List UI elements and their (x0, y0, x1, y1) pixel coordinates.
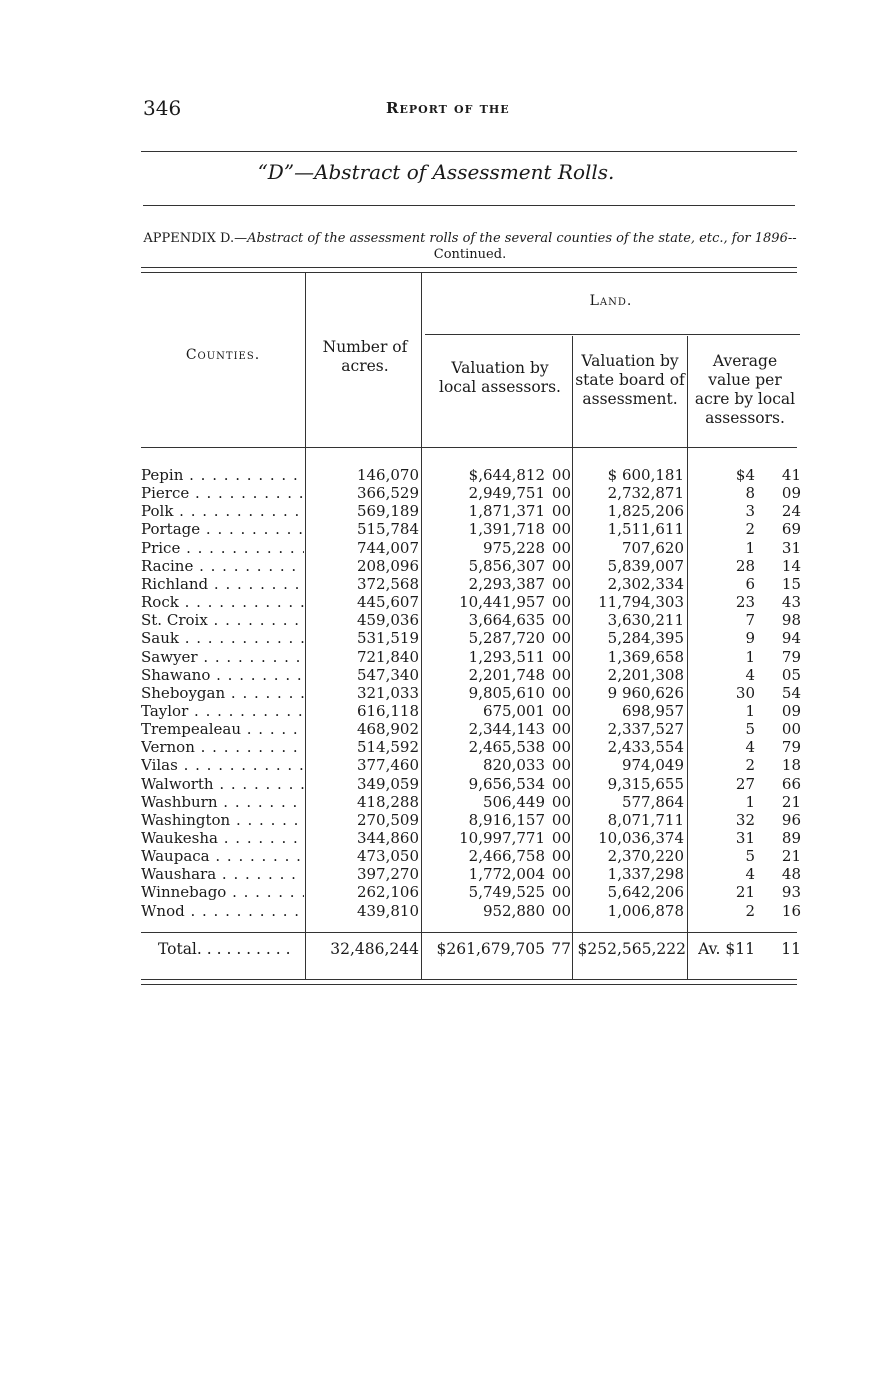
local-valuation: 1,293,511 (468, 647, 545, 666)
average-value: 31 (735, 829, 755, 847)
caption-prefix: APPENDIX D.— (143, 231, 248, 246)
county-name: Pierce . . . (141, 484, 304, 502)
average-value-cents: 16 (781, 901, 801, 920)
local-valuation: 2,201,748 (468, 665, 545, 684)
county-name: Richland . . . (141, 575, 304, 593)
header-counties: Counties. (185, 347, 261, 363)
state-valuation: 9 960,626 (607, 683, 684, 702)
local-valuation-cents: 00 (551, 611, 571, 630)
state-valuation: 1,369,658 (607, 647, 684, 666)
local-valuation: 2,465,538 (468, 738, 545, 757)
local-valuation: 10,997,771 (459, 829, 545, 847)
table-caption (140, 231, 800, 263)
average-value-cents: 41 (781, 466, 801, 484)
local-valuation: 5,856,307 (468, 556, 545, 575)
average-value: 23 (735, 593, 755, 612)
header-bottom-rule (141, 447, 797, 448)
average-value: 28 (735, 556, 755, 575)
county-name: Wnod . . . (141, 902, 304, 920)
total-average: Av. $11 (698, 940, 755, 958)
table-row (0, 738, 872, 756)
average-value: 5 (745, 847, 755, 866)
local-valuation: 820,033 (482, 756, 545, 775)
acres-value: 439,810 (356, 901, 419, 920)
header-average-value: Average value per acre by local assessors. (694, 352, 796, 427)
average-value-cents: 69 (781, 520, 801, 539)
average-value-cents: 05 (781, 665, 801, 684)
average-value-cents: 18 (781, 756, 801, 775)
county-name: St. Croix . . . (141, 611, 304, 629)
average-value: 2 (745, 756, 755, 775)
local-valuation: 2,293,387 (468, 574, 545, 593)
table-row (0, 520, 872, 538)
local-valuation: 506,449 (482, 792, 545, 811)
table-row (0, 883, 872, 901)
local-valuation-cents: 00 (551, 665, 571, 684)
top-rule (141, 151, 797, 152)
county-name: Price . . . (141, 539, 304, 557)
average-value-cents: 93 (781, 883, 801, 902)
section-title: “D”—Abstract of Assessment Rolls. (257, 160, 615, 184)
county-name: Walworth . . . (141, 775, 304, 793)
local-valuation: 1,772,004 (468, 865, 545, 884)
table-top-rule-2 (141, 272, 797, 273)
table-row (0, 648, 872, 666)
average-value: 2 (745, 520, 755, 539)
acres-value: 344,860 (356, 829, 419, 847)
table-row (0, 684, 872, 702)
average-value: 4 (745, 665, 755, 684)
local-valuation: 10,441,957 (459, 593, 545, 612)
state-valuation: 2,302,334 (607, 574, 684, 593)
state-valuation: 1,825,206 (607, 502, 684, 521)
average-value-cents: 96 (781, 810, 801, 829)
acres-value: 459,036 (356, 611, 419, 630)
table-bottom-rule-2 (141, 984, 797, 985)
local-valuation-cents: 00 (551, 502, 571, 521)
average-value: 1 (745, 701, 755, 720)
local-valuation: 1,391,718 (468, 520, 545, 539)
local-valuation-cents: 00 (551, 829, 571, 847)
county-name: Winnebago . . . (141, 883, 304, 901)
local-valuation: 675,001 (482, 701, 545, 720)
local-valuation-cents: 00 (551, 774, 571, 793)
local-valuation-cents: 00 (551, 701, 571, 720)
average-value-cents: 79 (781, 738, 801, 757)
table-row (0, 484, 872, 502)
acres-value: 531,519 (356, 629, 419, 648)
local-valuation-cents: 00 (551, 683, 571, 702)
table-row (0, 865, 872, 883)
table-row (0, 575, 872, 593)
acres-value: 547,340 (356, 665, 419, 684)
county-name: Sawyer . . . (141, 648, 304, 666)
local-valuation: 5,749,525 (468, 883, 545, 902)
acres-value: 515,784 (356, 520, 419, 539)
table-row (0, 720, 872, 738)
state-valuation: 9,315,655 (607, 774, 684, 793)
caption-italic: Abstract of the assessment rolls of the several counties of the state, etc., for 1896 (247, 231, 788, 246)
acres-value: 208,096 (356, 556, 419, 575)
average-value: 7 (745, 611, 755, 630)
acres-value: 721,840 (356, 647, 419, 666)
average-value: 5 (745, 720, 755, 739)
county-name: Portage . . . (141, 520, 304, 538)
local-valuation-cents: 00 (551, 538, 571, 557)
county-name: Trempealeau . . . (141, 720, 304, 738)
average-value: 2 (745, 901, 755, 920)
table-row (0, 829, 872, 847)
total-local-cents: 77 (551, 940, 571, 958)
acres-value: 616,118 (356, 701, 419, 720)
table-bottom-rule-1 (141, 979, 797, 980)
page-number: 346 (143, 96, 182, 120)
header-land: Land. (589, 293, 633, 309)
acres-value: 372,568 (356, 574, 419, 593)
county-name: Washburn . . . (141, 793, 304, 811)
total-acres: 32,486,244 (330, 940, 419, 958)
state-valuation: 2,370,220 (607, 847, 684, 866)
state-valuation: 698,957 (621, 701, 684, 720)
local-valuation: 9,656,534 (468, 774, 545, 793)
county-name: Rock . . . (141, 593, 304, 611)
average-value-cents: 09 (781, 484, 801, 503)
average-value-cents: 66 (781, 774, 801, 793)
average-value-cents: 00 (781, 720, 801, 739)
local-valuation-cents: 00 (551, 883, 571, 902)
state-valuation: 707,620 (621, 538, 684, 557)
acres-value: 473,050 (356, 847, 419, 866)
county-name: Washington . . . (141, 811, 304, 829)
county-name: Taylor . . . (141, 702, 304, 720)
state-valuation: 2,201,308 (607, 665, 684, 684)
average-value: 21 (735, 883, 755, 902)
local-valuation-cents: 00 (551, 484, 571, 503)
local-valuation-cents: 00 (551, 865, 571, 884)
table-row (0, 502, 872, 520)
local-valuation: 975,228 (482, 538, 545, 557)
acres-value: 366,529 (356, 484, 419, 503)
average-value-cents: 21 (781, 792, 801, 811)
acres-value: 418,288 (356, 792, 419, 811)
total-local-valuation: $261,679,705 (436, 940, 545, 958)
table-row (0, 629, 872, 647)
table-row (0, 756, 872, 774)
table-row (0, 811, 872, 829)
local-valuation: 1,871,371 (468, 502, 545, 521)
average-value-cents: 48 (781, 865, 801, 884)
table-top-rule-1 (141, 267, 797, 268)
state-valuation: 5,642,206 (607, 883, 684, 902)
county-name: Waukesha . . . (141, 829, 304, 847)
local-valuation: 8,916,157 (468, 810, 545, 829)
county-name: Sauk . . . (141, 629, 304, 647)
total-label: Total. . . . . . . . . . (158, 940, 291, 958)
local-valuation-cents: 00 (551, 556, 571, 575)
local-valuation-cents: 00 (551, 647, 571, 666)
state-valuation: 2,732,871 (607, 484, 684, 503)
average-value: 32 (735, 810, 755, 829)
header-acres: Number of acres. (322, 338, 408, 375)
state-valuation: 1,337,298 (607, 865, 684, 884)
acres-value: 397,270 (356, 865, 419, 884)
county-name: Polk . . . (141, 502, 304, 520)
land-underline (425, 334, 800, 335)
total-top-rule (141, 932, 797, 933)
average-value-cents: 21 (781, 847, 801, 866)
header-local-valuation: Valuation by local assessors. (439, 359, 561, 396)
header-state-valuation: Valuation by state board of assessment. (575, 352, 685, 408)
local-valuation-cents: 00 (551, 720, 571, 739)
state-valuation: 5,284,395 (607, 629, 684, 648)
local-valuation: 2,466,758 (468, 847, 545, 866)
county-name: Shawano . . . (141, 666, 304, 684)
county-name: Racine . . . (141, 557, 304, 575)
total-state-valuation: $252,565,222 (577, 940, 686, 958)
local-valuation: 3,664,635 (468, 611, 545, 630)
acres-value: 321,033 (356, 683, 419, 702)
local-valuation-cents: 00 (551, 738, 571, 757)
local-valuation-cents: 00 (551, 574, 571, 593)
average-value: 8 (745, 484, 755, 503)
state-valuation: 974,049 (621, 756, 684, 775)
average-value-cents: 15 (781, 574, 801, 593)
state-valuation: 3,630,211 (607, 611, 684, 630)
county-name: Vilas . . . (141, 756, 304, 774)
acres-value: 468,902 (356, 720, 419, 739)
acres-value: 146,070 (356, 466, 419, 484)
table-row (0, 775, 872, 793)
title-rule (143, 205, 795, 206)
local-valuation-cents: 00 (551, 792, 571, 811)
average-value: 9 (745, 629, 755, 648)
average-value: 4 (745, 865, 755, 884)
average-value: 27 (735, 774, 755, 793)
local-valuation-cents: 00 (551, 520, 571, 539)
acres-value: 445,607 (356, 593, 419, 612)
local-valuation: 952,880 (482, 901, 545, 920)
local-valuation: 5,287,720 (468, 629, 545, 648)
state-valuation: 8,071,711 (607, 810, 684, 829)
county-name: Vernon . . . (141, 738, 304, 756)
average-value-cents: 24 (781, 502, 801, 521)
local-valuation-cents: 00 (551, 756, 571, 775)
county-name: Waushara . . . (141, 865, 304, 883)
state-valuation: 1,006,878 (607, 901, 684, 920)
state-valuation: 5,839,007 (607, 556, 684, 575)
local-valuation: 2,344,143 (468, 720, 545, 739)
average-value: 1 (745, 792, 755, 811)
table-row (0, 539, 872, 557)
average-value: 3 (745, 502, 755, 521)
average-value-cents: 31 (781, 538, 801, 557)
state-valuation: 2,433,554 (607, 738, 684, 757)
average-value-cents: 14 (781, 556, 801, 575)
average-value: 30 (735, 683, 755, 702)
local-valuation: 9,805,610 (468, 683, 545, 702)
local-valuation-cents: 00 (551, 810, 571, 829)
table-row (0, 593, 872, 611)
county-name: Pepin . . . (141, 466, 304, 484)
state-valuation: 11,794,303 (598, 593, 684, 612)
local-valuation-cents: 00 (551, 593, 571, 612)
county-name: Sheboygan . . . (141, 684, 304, 702)
local-valuation: 2,949,751 (468, 484, 545, 503)
average-value: 1 (745, 538, 755, 557)
average-value-cents: 54 (781, 683, 801, 702)
average-value-cents: 43 (781, 593, 801, 612)
state-valuation: $ 600,181 (607, 466, 684, 484)
table-row (0, 847, 872, 865)
acres-value: 270,509 (356, 810, 419, 829)
local-valuation-cents: 00 (551, 847, 571, 866)
average-value-cents: 89 (781, 829, 801, 847)
state-valuation: 2,337,527 (607, 720, 684, 739)
average-value-cents: 79 (781, 647, 801, 666)
local-valuation-cents: 00 (551, 901, 571, 920)
local-valuation: $,644,812 (468, 466, 545, 484)
state-valuation: 577,864 (621, 792, 684, 811)
local-valuation-cents: 00 (551, 466, 571, 484)
state-valuation: 1,511,611 (607, 520, 684, 539)
caption-suffix: --Continued. (433, 231, 797, 262)
state-valuation: 10,036,374 (598, 829, 684, 847)
table-row (0, 611, 872, 629)
acres-value: 377,460 (356, 756, 419, 775)
total-average-cents: 11 (781, 940, 801, 958)
running-head: Report of the (386, 99, 510, 117)
average-value: 4 (745, 738, 755, 757)
acres-value: 514,592 (356, 738, 419, 757)
acres-value: 569,189 (356, 502, 419, 521)
average-value-cents: 94 (781, 629, 801, 648)
acres-value: 349,059 (356, 774, 419, 793)
acres-value: 744,007 (356, 538, 419, 557)
average-value: 1 (745, 647, 755, 666)
acres-value: 262,106 (356, 883, 419, 902)
average-value: 6 (745, 574, 755, 593)
table-row (0, 902, 872, 920)
average-value: $4 (735, 466, 755, 484)
table-row (0, 557, 872, 575)
table-row (0, 666, 872, 684)
table-row (0, 702, 872, 720)
average-value-cents: 09 (781, 701, 801, 720)
local-valuation-cents: 00 (551, 629, 571, 648)
average-value-cents: 98 (781, 611, 801, 630)
county-name: Waupaca . . . (141, 847, 304, 865)
table-row (0, 793, 872, 811)
table-row (0, 466, 872, 484)
